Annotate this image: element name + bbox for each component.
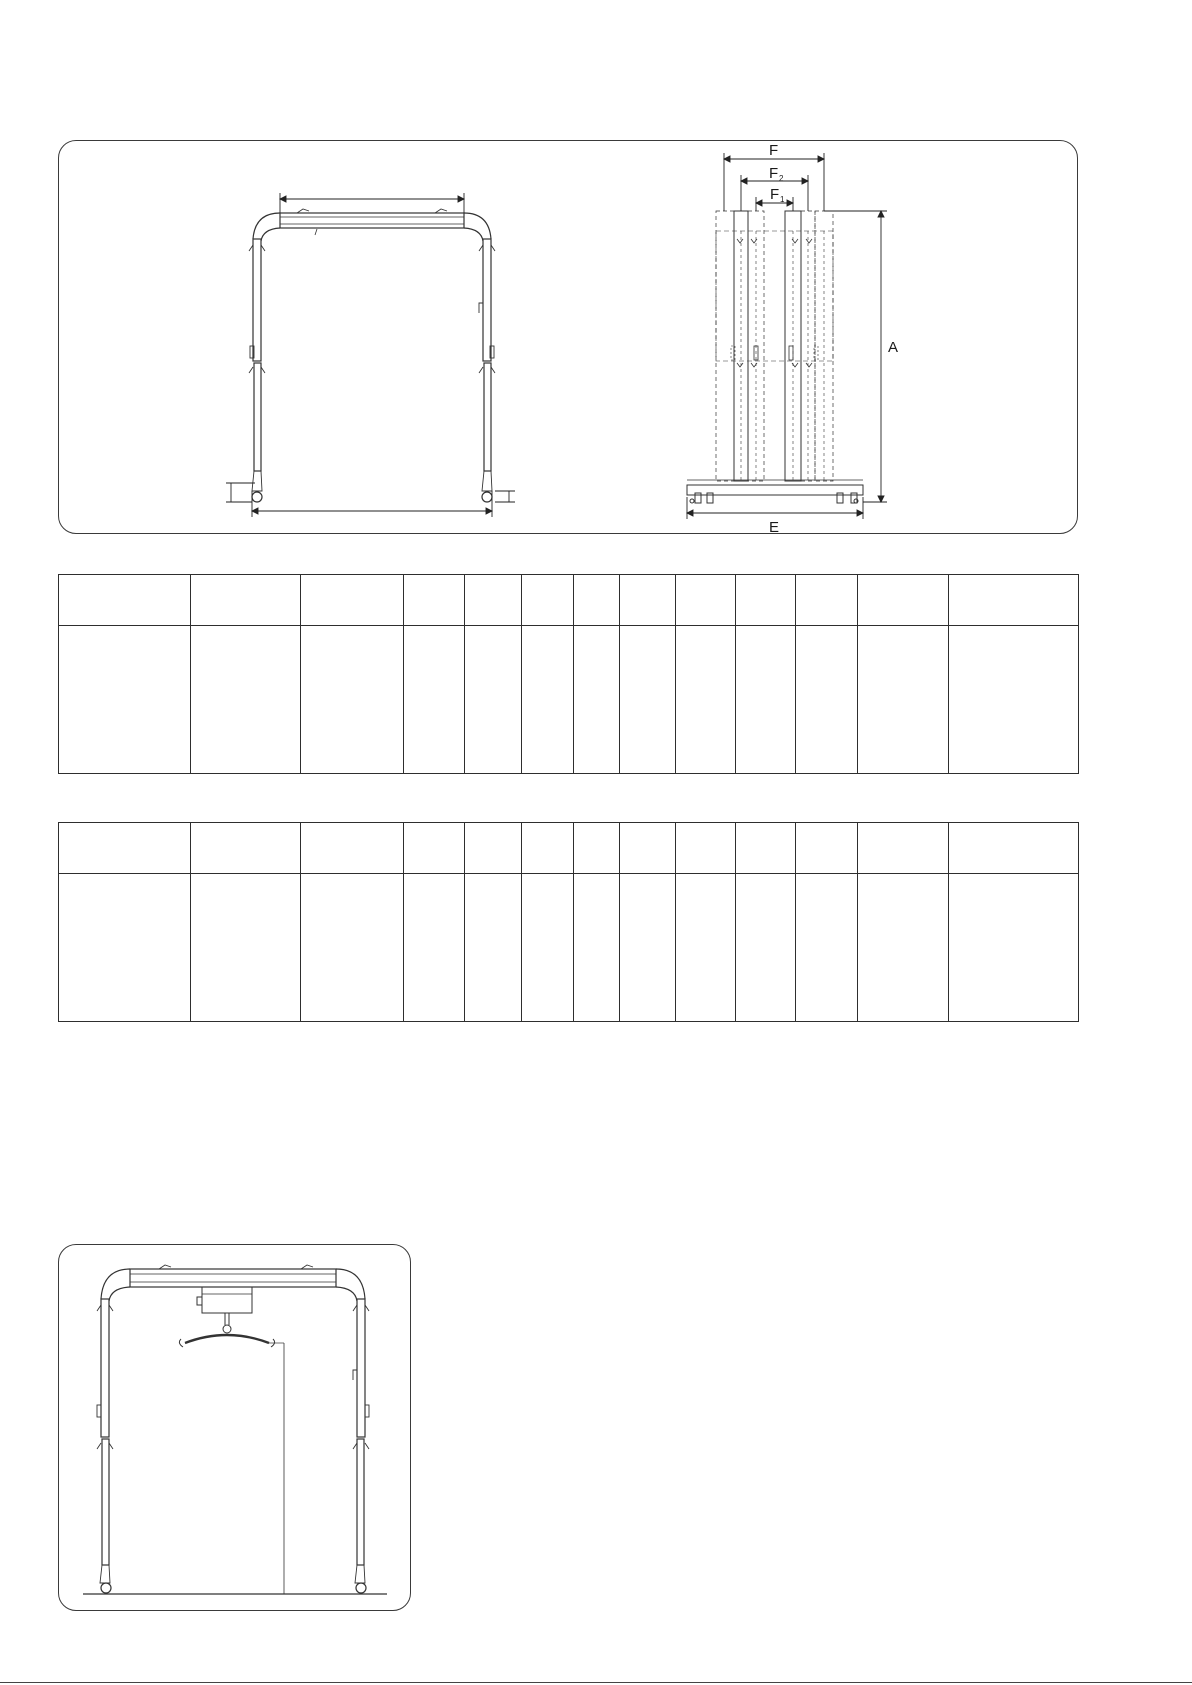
lift-illustration bbox=[59, 1245, 412, 1612]
dim-label-f1-sub: 1 bbox=[780, 195, 785, 204]
table-cell bbox=[191, 874, 301, 1022]
front-view-frame bbox=[249, 209, 495, 502]
spec-table-1 bbox=[58, 574, 1079, 774]
table-cell bbox=[59, 575, 191, 626]
table-cell bbox=[620, 823, 676, 874]
table-cell bbox=[191, 823, 301, 874]
table-cell bbox=[522, 575, 574, 626]
table-cell bbox=[301, 575, 404, 626]
dim-label-f: F bbox=[769, 142, 779, 159]
table-cell bbox=[858, 823, 949, 874]
table-cell bbox=[301, 626, 404, 774]
table-cell bbox=[465, 626, 522, 774]
table-cell bbox=[858, 626, 949, 774]
table-cell bbox=[404, 626, 465, 774]
dim-label-a: A bbox=[888, 339, 899, 356]
table-cell bbox=[796, 874, 858, 1022]
table-cell bbox=[796, 626, 858, 774]
table-cell bbox=[301, 874, 404, 1022]
table-cell bbox=[949, 874, 1079, 1022]
front-view-dimensions bbox=[226, 193, 515, 517]
table-cell bbox=[465, 575, 522, 626]
table-cell bbox=[736, 626, 796, 774]
table-cell bbox=[858, 874, 949, 1022]
table-cell bbox=[522, 823, 574, 874]
table-header-row bbox=[59, 823, 1079, 874]
table-cell bbox=[574, 874, 620, 1022]
table-cell bbox=[736, 874, 796, 1022]
table-row bbox=[59, 626, 1079, 774]
table-cell bbox=[620, 874, 676, 1022]
table-cell bbox=[404, 575, 465, 626]
table-cell bbox=[736, 575, 796, 626]
table-header-row bbox=[59, 575, 1079, 626]
dim-label-f2-sub: 2 bbox=[779, 174, 784, 183]
table-cell bbox=[522, 626, 574, 774]
table-cell bbox=[736, 823, 796, 874]
table-cell bbox=[676, 575, 736, 626]
table-cell bbox=[620, 575, 676, 626]
table-cell bbox=[676, 823, 736, 874]
table-cell bbox=[404, 823, 465, 874]
lift-illustration-panel bbox=[58, 1244, 411, 1611]
table-cell bbox=[620, 626, 676, 774]
table-cell bbox=[949, 575, 1079, 626]
table-cell bbox=[796, 575, 858, 626]
table-cell bbox=[574, 823, 620, 874]
table-row bbox=[59, 874, 1079, 1022]
table-cell bbox=[796, 823, 858, 874]
table-cell bbox=[522, 874, 574, 1022]
spec-table-2 bbox=[58, 822, 1079, 1022]
table-cell bbox=[59, 626, 191, 774]
table-cell bbox=[858, 575, 949, 626]
table-cell bbox=[59, 874, 191, 1022]
hoist-unit bbox=[179, 1287, 284, 1594]
dim-label-e: E bbox=[769, 519, 780, 535]
table-cell bbox=[465, 874, 522, 1022]
page-bottom-rule bbox=[0, 1682, 1192, 1683]
side-view-dimensions bbox=[687, 153, 887, 519]
table-cell bbox=[301, 823, 404, 874]
table-cell bbox=[949, 626, 1079, 774]
dimension-drawing bbox=[59, 141, 1079, 535]
table-cell bbox=[465, 823, 522, 874]
table-cell bbox=[191, 626, 301, 774]
table-cell bbox=[59, 823, 191, 874]
table-cell bbox=[676, 874, 736, 1022]
table-cell bbox=[949, 823, 1079, 874]
dim-label-f2: F bbox=[769, 165, 779, 182]
side-view-frame bbox=[687, 211, 863, 503]
dim-label-f1: F bbox=[770, 186, 780, 203]
table-cell bbox=[574, 575, 620, 626]
lift-frame bbox=[83, 1265, 387, 1594]
table-cell bbox=[574, 626, 620, 774]
dimension-drawing-panel bbox=[58, 140, 1078, 534]
table-cell bbox=[676, 626, 736, 774]
table-cell bbox=[404, 874, 465, 1022]
table-cell bbox=[191, 575, 301, 626]
